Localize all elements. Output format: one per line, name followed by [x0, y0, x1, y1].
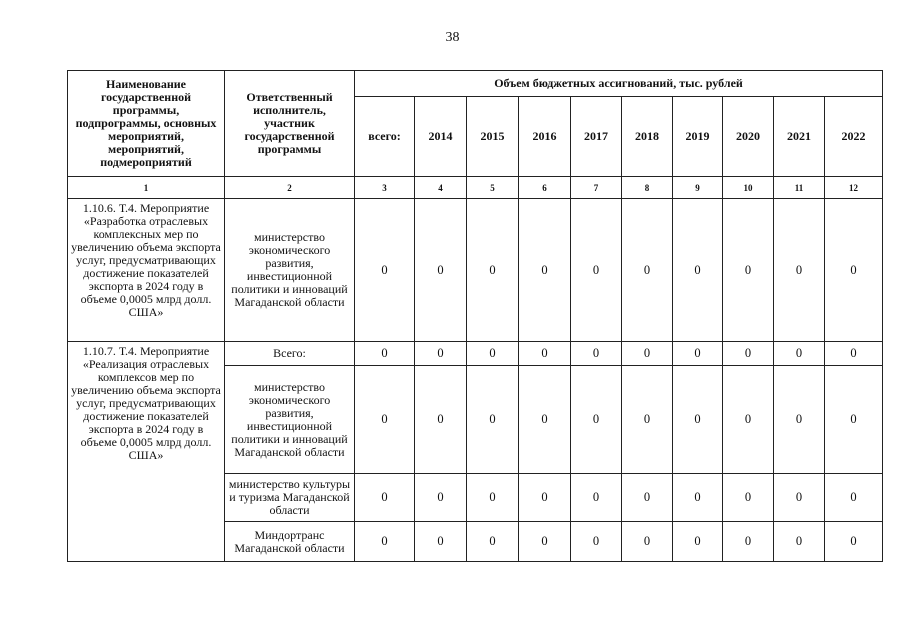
column-number: 11 [774, 177, 825, 199]
column-number-row [68, 177, 883, 199]
header-program-name: Наименование государственной программы, подпрограммы, основных мероприятий, мероприятий, подмероприятий [68, 71, 225, 177]
value-cell: 0 [571, 366, 622, 474]
executor-cell: Миндортранс Магаданской области [225, 522, 355, 562]
value-cell: 0 [571, 474, 622, 522]
value-cell: 0 [355, 474, 415, 522]
header-year: 2015 [467, 97, 519, 177]
value-cell: 0 [467, 474, 519, 522]
value-cell: 0 [571, 199, 622, 342]
header-year: 2022 [825, 97, 883, 177]
table-row [68, 199, 883, 342]
value-cell: 0 [415, 522, 467, 562]
executor-cell: министерство культуры и туризма Магаданской области [225, 474, 355, 522]
value-cell: 0 [519, 474, 571, 522]
value-cell: 0 [723, 474, 774, 522]
table-row [68, 342, 883, 366]
header-year: 2020 [723, 97, 774, 177]
value-cell: 0 [774, 199, 825, 342]
column-number: 8 [622, 177, 673, 199]
value-cell: 0 [355, 199, 415, 342]
executor-cell: министерство экономического развития, инвестиционной политики и инноваций Магаданской области [225, 366, 355, 474]
value-cell: 0 [622, 366, 673, 474]
value-cell: 0 [622, 342, 673, 366]
column-number: 2 [225, 177, 355, 199]
value-cell: 0 [355, 522, 415, 562]
value-cell: 0 [355, 342, 415, 366]
value-cell: 0 [519, 366, 571, 474]
header-executor: Ответственный исполнитель, участник государственной программы [225, 71, 355, 177]
header-year: 2016 [519, 97, 571, 177]
page-number: 38 [445, 30, 460, 45]
header-year: 2017 [571, 97, 622, 177]
column-number: 9 [673, 177, 723, 199]
value-cell: 0 [519, 199, 571, 342]
column-number: 1 [68, 177, 225, 199]
header-total: всего: [355, 97, 415, 177]
header-budget-title: Объем бюджетных ассигнований, тыс. рублей [355, 71, 883, 97]
value-cell: 0 [571, 522, 622, 562]
value-cell: 0 [467, 199, 519, 342]
value-cell: 0 [622, 199, 673, 342]
value-cell: 0 [723, 522, 774, 562]
budget-table [67, 70, 883, 562]
value-cell: 0 [519, 522, 571, 562]
column-number: 6 [519, 177, 571, 199]
value-cell: 0 [467, 366, 519, 474]
column-number: 12 [825, 177, 883, 199]
column-number: 4 [415, 177, 467, 199]
value-cell: 0 [673, 199, 723, 342]
value-cell: 0 [774, 522, 825, 562]
activity-name: 1.10.7. Т.4. Мероприятие «Реализация отраслевых комплексов мер по увеличению объема экспорта услуг, предусматривающих достижение показателей экспорта в 2024 году в объеме 0,0005 млрд долл. США» [68, 342, 225, 562]
value-cell: 0 [825, 342, 883, 366]
value-cell: 0 [622, 474, 673, 522]
header-year: 2018 [622, 97, 673, 177]
value-cell: 0 [673, 474, 723, 522]
value-cell: 0 [415, 199, 467, 342]
value-cell: 0 [723, 342, 774, 366]
value-cell: 0 [774, 474, 825, 522]
value-cell: 0 [673, 522, 723, 562]
value-cell: 0 [774, 342, 825, 366]
value-cell: 0 [519, 342, 571, 366]
value-cell: 0 [571, 342, 622, 366]
value-cell: 0 [825, 199, 883, 342]
value-cell: 0 [415, 474, 467, 522]
value-cell: 0 [673, 366, 723, 474]
header-year: 2014 [415, 97, 467, 177]
column-number: 10 [723, 177, 774, 199]
header-year: 2021 [774, 97, 825, 177]
column-number: 5 [467, 177, 519, 199]
column-number: 3 [355, 177, 415, 199]
value-cell: 0 [415, 342, 467, 366]
value-cell: 0 [825, 522, 883, 562]
executor-cell: министерство экономического развития, инвестиционной политики и инноваций Магаданской области [225, 199, 355, 342]
value-cell: 0 [723, 199, 774, 342]
value-cell: 0 [467, 342, 519, 366]
value-cell: 0 [825, 474, 883, 522]
value-cell: 0 [622, 522, 673, 562]
value-cell: 0 [774, 366, 825, 474]
executor-cell: Всего: [225, 342, 355, 366]
value-cell: 0 [355, 366, 415, 474]
value-cell: 0 [825, 366, 883, 474]
activity-name: 1.10.6. Т.4. Мероприятие «Разработка отраслевых комплексных мер по увеличению объема экспорта услуг, предусматривающих достижение показателей экспорта в 2024 году в объеме 0,0005 млрд долл. США» [68, 199, 225, 342]
value-cell: 0 [415, 366, 467, 474]
value-cell: 0 [467, 522, 519, 562]
value-cell: 0 [673, 342, 723, 366]
column-number: 7 [571, 177, 622, 199]
value-cell: 0 [723, 366, 774, 474]
header-year: 2019 [673, 97, 723, 177]
